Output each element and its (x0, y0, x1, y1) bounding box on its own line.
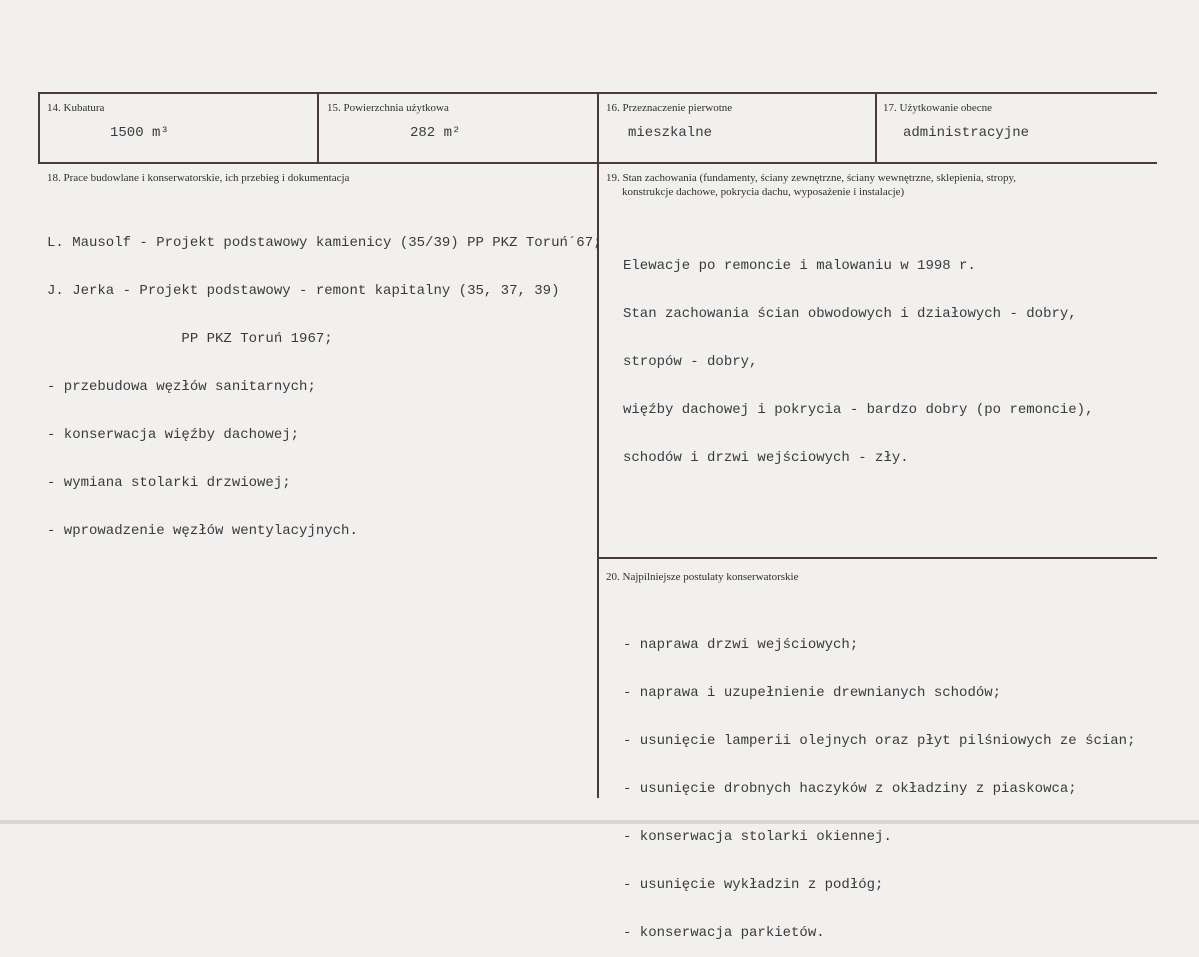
field-19-line: schodów i drzwi wejściowych - zły. (623, 450, 909, 466)
field-19-label-line-1: 19. Stan zachowania (fundamenty, ściany zewnętrzne, ściany wewnętrzne, sklepienia, stropy, (606, 172, 1017, 184)
field-19-line: stropów - dobry, (623, 354, 758, 370)
field-18-line: - konserwacja więźby dachowej; (47, 427, 300, 443)
scan-bottom-edge (0, 820, 1199, 824)
field-19-label (606, 171, 1016, 199)
field-17-value: administracyjne (903, 125, 1030, 141)
field-20-line: - usunięcie drobnych haczyków z okładziny z piaskowca; (623, 781, 1077, 797)
field-19-line: więźby dachowej i pokrycia - bardzo dobry (po remoncie), (623, 402, 1094, 418)
field-20-content (623, 605, 1135, 957)
field-15-label: 15. Powierzchnia użytkowa (327, 102, 449, 114)
field-19-line: Elewacje po remoncie i malowaniu w 1998 r. (623, 258, 976, 274)
left-border (38, 92, 40, 164)
field-15-value: 282 m² (410, 125, 461, 141)
field-19-line: Stan zachowania ścian obwodowych i działowych - dobry, (623, 306, 1077, 322)
field-20-line: - konserwacja parkietów. (623, 925, 825, 941)
field-18-line: L. Mausolf - Projekt podstawowy kamienicy (35/39) PP PKZ Toruń´67; (47, 235, 602, 251)
field-18-label: 18. Prace budowlane i konserwatorskie, ich przebieg i dokumentacja (47, 172, 350, 184)
field-18-line: J. Jerka - Projekt podstawowy - remont kapitalny (35, 37, 39) (47, 283, 560, 299)
section-20-divider (597, 557, 1157, 559)
col-divider-15 (317, 92, 319, 164)
field-18-content (47, 203, 602, 555)
field-19-content (623, 226, 1093, 482)
field-14-label: 14. Kubatura (47, 102, 105, 114)
field-20-line: - usunięcie wykładzin z podłóg; (623, 877, 884, 893)
field-18-line: - wymiana stolarki drzwiowej; (47, 475, 291, 491)
field-20-line: - konserwacja stolarki okiennej. (623, 829, 892, 845)
field-18-line: PP PKZ Toruń 1967; (47, 331, 333, 347)
field-17-label: 17. Użytkowanie obecne (883, 102, 993, 114)
field-20-line: - naprawa i uzupełnienie drewnianych schodów; (623, 685, 1002, 701)
field-16-value: mieszkalne (628, 125, 713, 141)
field-14-value: 1500 m³ (110, 125, 169, 141)
col-divider-17 (875, 92, 877, 164)
field-20-label: 20. Najpilniejsze postulaty konserwatorskie (606, 571, 799, 583)
field-18-line: - wprowadzenie węzłów wentylacyjnych. (47, 523, 358, 539)
field-19-label-line-2: konstrukcje dachowe, pokrycia dachu, wyposażenie i instalacje) (622, 186, 905, 198)
field-16-label: 16. Przeznaczenie pierwotne (606, 102, 733, 114)
field-20-line: - usunięcie lamperii olejnych oraz płyt pilśniowych ze ścian; (623, 733, 1136, 749)
field-20-line: - naprawa drzwi wejściowych; (623, 637, 859, 653)
field-18-line: - przebudowa węzłów sanitarnych; (47, 379, 316, 395)
